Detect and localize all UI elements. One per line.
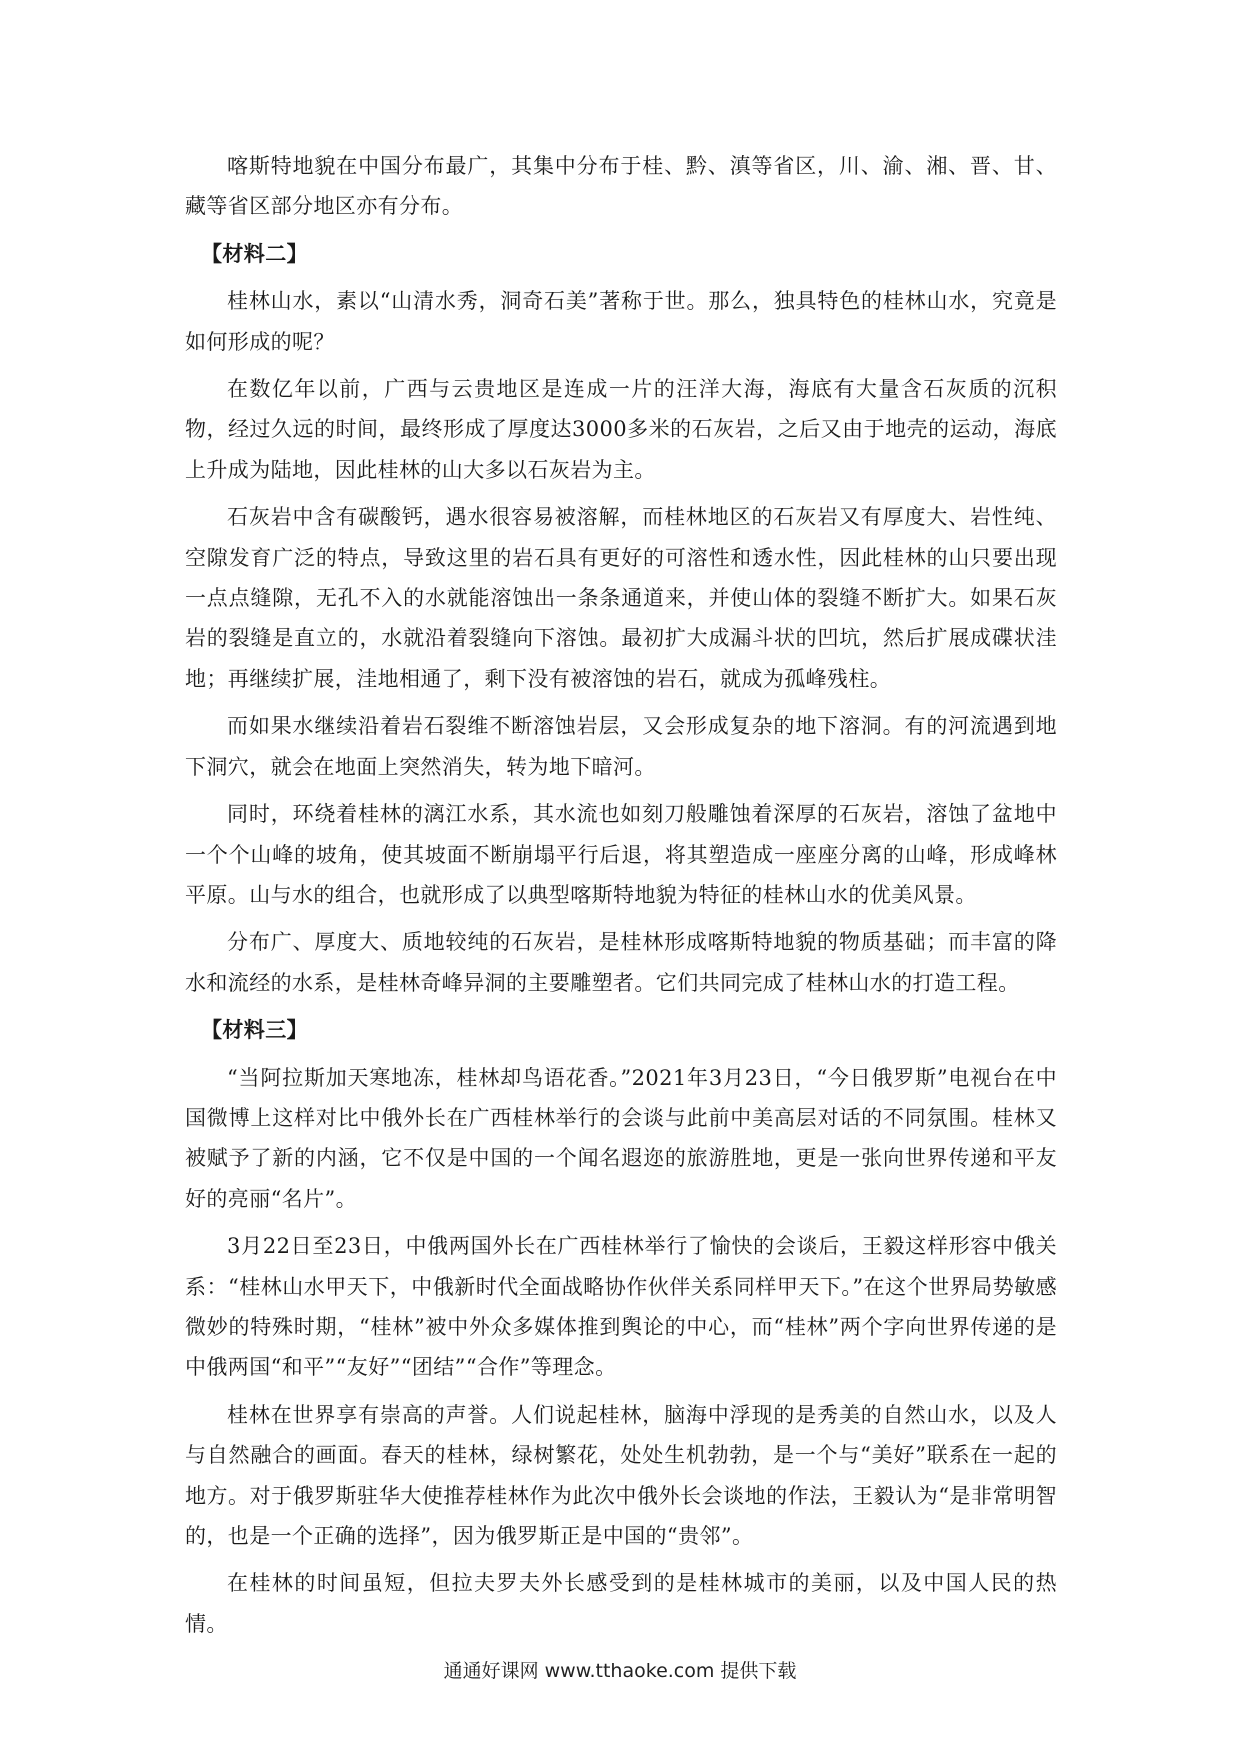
- section-heading: 【材料二】: [201, 240, 308, 266]
- section-heading: 【材料三】: [201, 1017, 308, 1043]
- page-footer: 通通好课网 www.tthaoke.com 提供下载: [443, 1660, 797, 1682]
- paragraph: 而如果水继续沿着岩石裂维不断溶蚀岩层，又会形成复杂的地下溶洞。有的河流遇到地下洞穴，就会在地面上突然消失，转为地下暗河。: [185, 714, 1057, 779]
- paragraph: “当阿拉斯加天寒地冻，桂林却鸟语花香。”2021年3月23日，“今日俄罗斯”电视台在中国微博上这样对比中俄外长在广西桂林举行的会谈与此前中美高层对话的不同氛围。桂林又被赋予了新的内涵，它不仅是中国的一个闻名遐迩的旅游胜地，更是一张向世界传递和平友好的亮丽“名片”。: [185, 1065, 1057, 1211]
- paragraph: 石灰岩中含有碳酸钙，遇水很容易被溶解，而桂林地区的石灰岩又有厚度大、岩性纯、空隙发育广泛的特点，导致这里的岩石具有更好的可溶性和透水性，因此桂林的山只要出现一点点缝隙，无孔不入的水就能溶蚀出一条条通道来，并使山体的裂缝不断扩大。如果石灰岩的裂缝是直立的，水就沿着裂缝向下溶蚀。最初扩大成漏斗状的凹坑，然后扩展成碟状洼地；再继续扩展，洼地相通了，剩下没有被溶蚀的岩石，就成为孤峰残柱。: [185, 505, 1057, 691]
- paragraph: 喀斯特地貌在中国分布最广，其集中分布于桂、黔、滇等省区，川、渝、湘、晋、甘、藏等省区部分地区亦有分布。: [185, 154, 1057, 219]
- paragraph: 桂林在世界享有崇高的声誉。人们说起桂林，脑海中浮现的是秀美的自然山水，以及人与自然融合的画面。春天的桂林，绿树繁花，处处生机勃勃，是一个与“美好”联系在一起的地方。对于俄罗斯驻华大使推荐桂林作为此次中俄外长会谈地的作法，王毅认为“是非常明智的，也是一个正确的选择”，因为俄罗斯正是中国的“贵邻”。: [185, 1402, 1057, 1548]
- paragraph: 同时，环绕着桂林的漓江水系，其水流也如刻刀般雕蚀着深厚的石灰岩，溶蚀了盆地中一个个山峰的坡角，使其坡面不断崩塌平行后退，将其塑造成一座座分离的山峰，形成峰林平原。山与水的组合，也就形成了以典型喀斯特地貌为特征的桂林山水的优美风景。: [185, 802, 1057, 907]
- paragraph: 桂林山水，素以“山清水秀，洞奇石美”著称于世。那么，独具特色的桂林山水，究竟是如何形成的呢？: [185, 289, 1057, 354]
- paragraph: 分布广、厚度大、质地较纯的石灰岩，是桂林形成喀斯特地貌的物质基础；而丰富的降水和流经的水系，是桂林奇峰异洞的主要雕塑者。它们共同完成了桂林山水的打造工程。: [185, 930, 1057, 995]
- article-body: [185, 146, 1057, 1651]
- paragraph: 在数亿年以前，广西与云贵地区是连成一片的汪洋大海，海底有大量含石灰质的沉积物，经过久远的时间，最终形成了厚度达3000多米的石灰岩，之后又由于地壳的运动，海底上升成为陆地，因此桂林的山大多以石灰岩为主。: [185, 377, 1057, 482]
- paragraph: 3月22日至23日，中俄两国外长在广西桂林举行了愉快的会谈后，王毅这样形容中俄关系：“桂林山水甲天下，中俄新时代全面战略协作伙伴关系同样甲天下。”在这个世界局势敏感微妙的特殊时期，“桂林”被中外众多媒体推到舆论的中心，而“桂林”两个字向世界传递的是中俄两国“和平”“友好”“团结”“合作”等理念。: [185, 1234, 1057, 1380]
- paragraph: 在桂林的时间虽短，但拉夫罗夫外长感受到的是桂林城市的美丽，以及中国人民的热情。: [185, 1571, 1057, 1636]
